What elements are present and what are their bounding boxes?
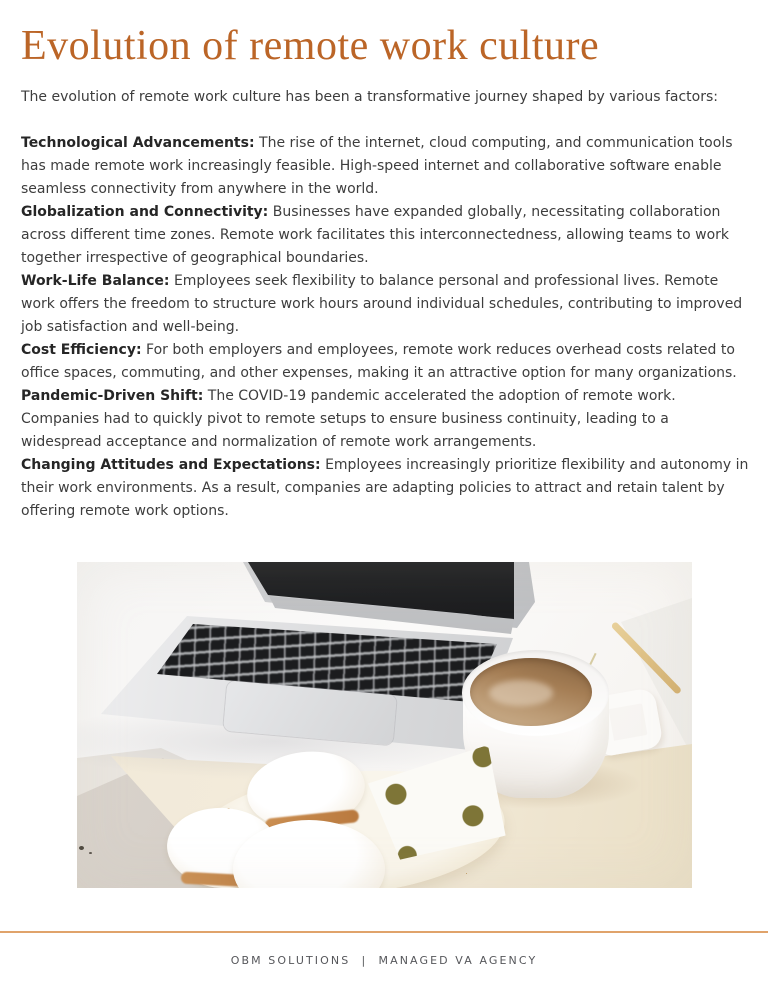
paragraph-text: Employees increasingly prioritize flexibility and autonomy in their work environments. As a result, companies are adapting policies to attract and retain talent by offering remote work options. — [21, 457, 749, 519]
paragraph-text: Employees seek flexibility to balance personal and professional lives. Remote work offers the freedom to structure work hours around individual schedules, contributing to improved job satisfaction and well-being. — [21, 273, 743, 335]
body-paragraph — [21, 339, 752, 385]
paragraph-text: For both employers and employees, remote work reduces overhead costs related to office spaces, commuting, and other expenses, making it an attractive option for many organizations. — [21, 342, 737, 381]
paragraph-lead: Work-Life Balance: — [21, 273, 170, 289]
paragraph-text: The COVID-19 pandemic accelerated the adoption of remote work. Companies had to quickly pivot to remote setups to ensure business continuity, leading to a widespread acceptance and normalization of remote work arrangements. — [21, 388, 676, 450]
body-paragraph — [21, 385, 752, 454]
body-text — [21, 132, 752, 523]
coffee-highlight — [489, 680, 553, 706]
footer-divider — [0, 931, 768, 933]
body-paragraph — [21, 270, 752, 339]
body-paragraph — [21, 132, 752, 201]
paragraph-lead: Globalization and Connectivity: — [21, 204, 269, 220]
paragraph-lead: Technological Advancements: — [21, 135, 255, 151]
page-title: Evolution of remote work culture — [21, 23, 600, 69]
paragraph-lead: Pandemic-Driven Shift: — [21, 388, 204, 404]
paragraph-text: The rise of the internet, cloud computing, and communication tools has made remote work increasingly feasible. High-speed internet and collaborative software enable seamless connectivity from anywhere in the world. — [21, 135, 733, 197]
crumbs — [79, 846, 84, 850]
footer-brand: OBM SOLUTIONS | MANAGED VA AGENCY — [230, 954, 538, 967]
body-paragraph — [21, 201, 752, 270]
desk-photo — [77, 562, 692, 888]
paragraph-lead: Changing Attitudes and Expectations: — [21, 457, 321, 473]
paragraph-lead: Cost Efficiency: — [21, 342, 142, 358]
body-paragraph — [21, 454, 752, 523]
paragraph-text: Businesses have expanded globally, necessitating collaboration across different time zones. Remote work facilitates this interconnectedness, allowing teams to work together irrespective of geographical boundaries. — [21, 204, 730, 266]
intro-paragraph: The evolution of remote work culture has been a transformative journey shaped by various factors: — [21, 89, 718, 105]
